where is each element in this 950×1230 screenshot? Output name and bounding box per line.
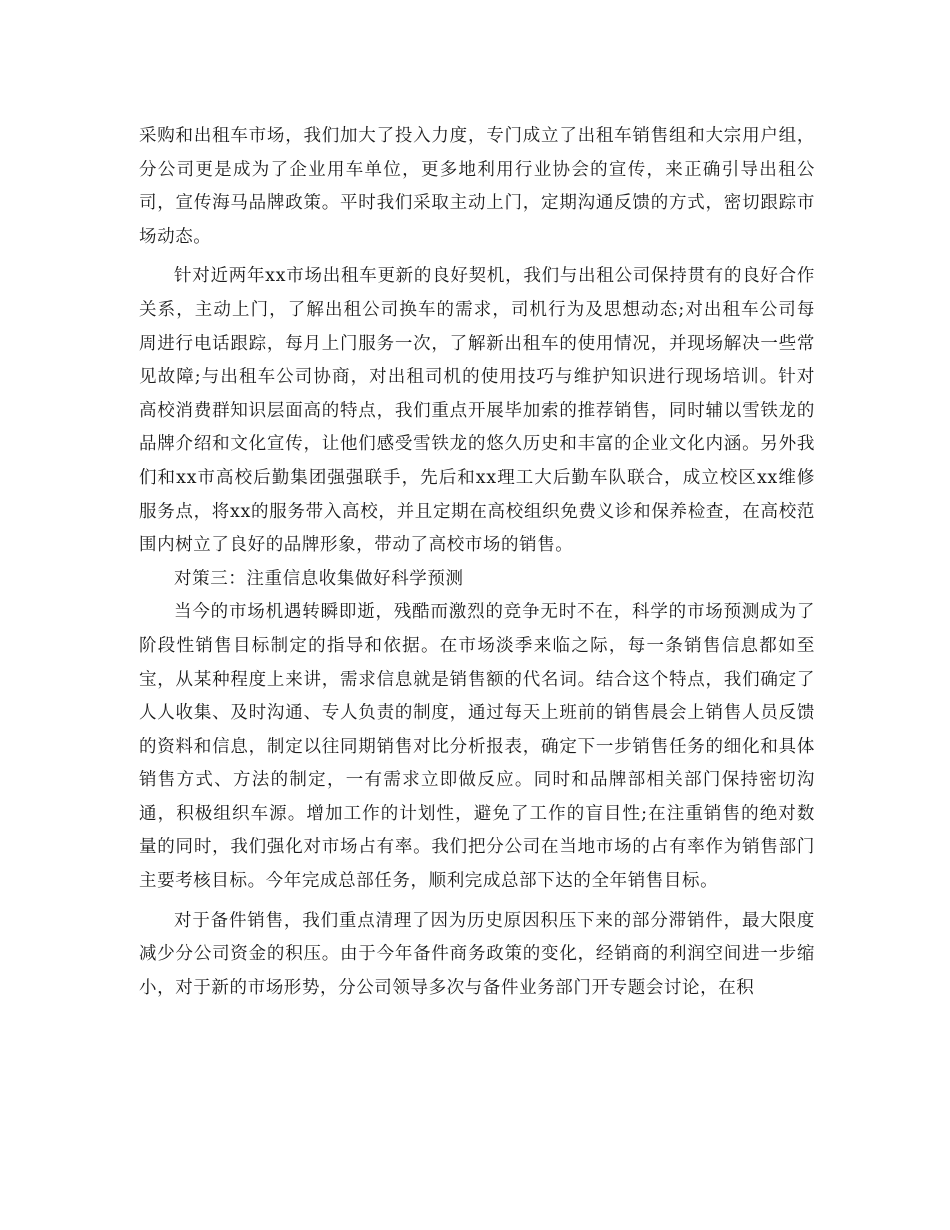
paragraph-parts-sales: 对于备件销售，我们重点清理了因为历史原因积压下来的部分滞销件，最大限度减少分公司资金的积压。由于今年备件商务政策的变化，经销商的利润空间进一步缩小，对于新的市场形势，分公司领导多次与备件业务部门开专题会讨论，在积 — [139, 910, 815, 998]
document-page — [139, 114, 815, 1005]
section-heading-strategy-three: 对策三：注重信息收集做好科学预测 — [174, 568, 464, 589]
paragraph-taxi-renewal: 针对近两年xx市场出租车更新的良好契机，我们与出租公司保持贯有的良好合作关系，主动上门，了解出租公司换车的需求，司机行为及思想动态;对出租车公司每周进行电话跟踪，每月上门服务一次，了解新出租车的使用情况，并现场解决一些常见故障;与出租车公司协商，对出租司机的使用技巧与维护知识进行现场培训。针对高校消费群知识层面高的特点，我们重点开展毕加索的推荐销售，同时辅以雪铁龙的品牌介绍和文化宣传，让他们感受雪铁龙的悠久历史和丰富的企业文化内涵。另外我们和xx市高校后勤集团强强联手，先后和xx理工大后勤车队联合，成立校区xx维修服务点，将xx的服务带入高校，并且定期在高校组织免费义诊和保养检查，在高校范围内树立了良好的品牌形象，带动了高校市场的销售。 — [139, 266, 815, 556]
paragraph-taxi-market: 采购和出租车市场，我们加大了投入力度，专门成立了出租车销售组和大宗用户组，分公司更是成为了企业用车单位，更多地利用行业协会的宣传，来正确引导出租公司，宣传海马品牌政策。平时我们采取主动上门，定期沟通反馈的方式，密切跟踪市场动态。 — [139, 126, 815, 247]
paragraph-market-forecast: 当今的市场机遇转瞬即逝，残酷而激烈的竞争无时不在，科学的市场预测成为了阶段性销售目标制定的指导和依据。在市场淡季来临之际，每一条销售信息都如至宝，从某种程度上来讲，需求信息就是销售额的代名词。结合这个特点，我们确定了人人收集、及时沟通、专人负责的制度，通过每天上班前的销售晨会上销售人员反馈的资料和信息，制定以往同期销售对比分析报表，确定下一步销售任务的细化和具体销售方式、方法的制定，一有需求立即做反应。同时和品牌部相关部门保持密切沟通，积极组织车源。增加工作的计划性，避免了工作的盲目性;在注重销售的绝对数量的同时，我们强化对市场占有率。我们把分公司在当地市场的占有率作为销售部门主要考核目标。今年完成总部任务，顺利完成总部下达的全年销售目标。 — [139, 602, 815, 892]
